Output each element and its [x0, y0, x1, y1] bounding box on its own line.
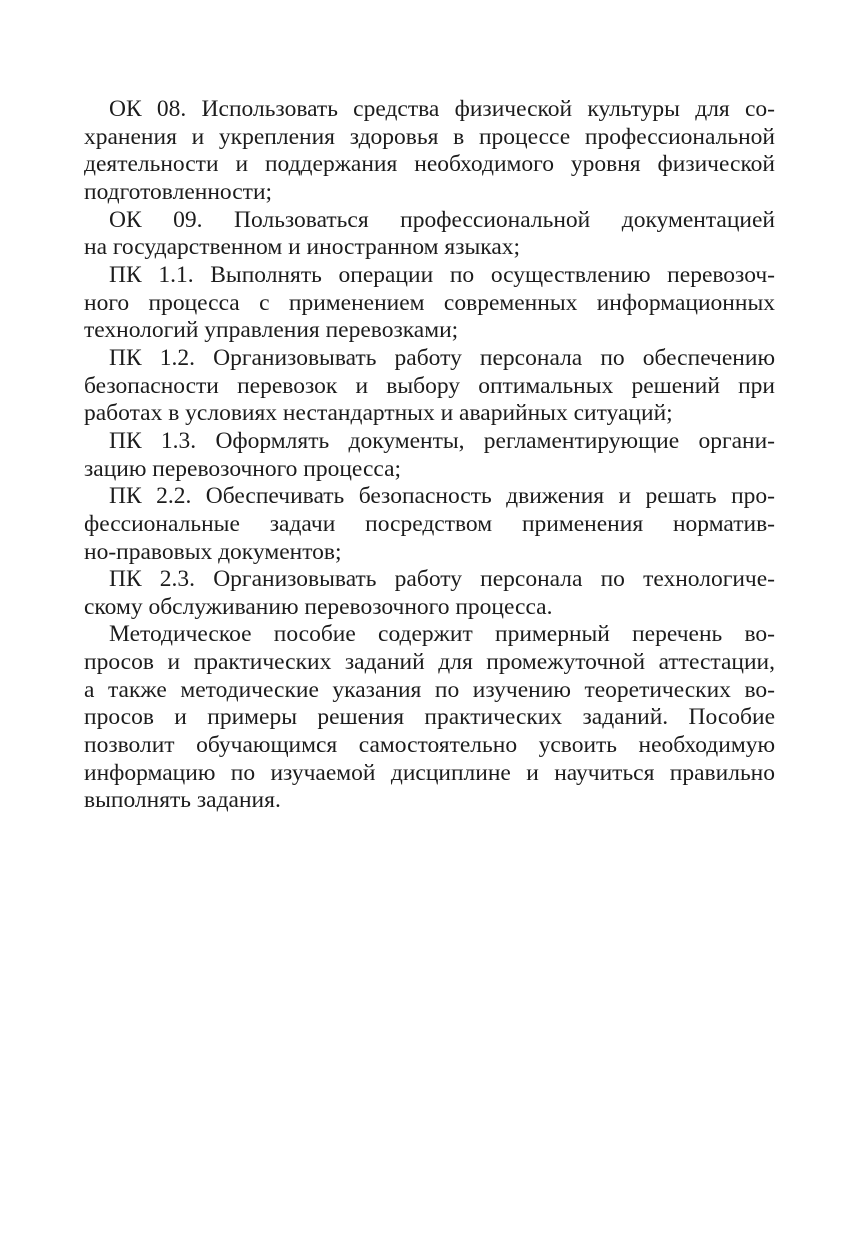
paragraph	[84, 566, 775, 621]
text-line: деятельности и поддержания необходимого уровня физической	[84, 151, 775, 178]
text-line: Методическое пособие содержит примерный перечень во-	[109, 621, 775, 648]
text-line: зацию перевозочного процесса;	[84, 455, 402, 482]
paragraph	[84, 345, 775, 428]
page-body-text	[84, 96, 775, 815]
text-line: ОК 08. Использовать средства физической культуры для со-	[109, 96, 775, 122]
paragraph	[84, 483, 775, 566]
text-line: ПК 1.3. Оформлять документы, регламентирующие органи-	[109, 427, 775, 454]
text-line: безопасности перевозок и выбору оптимальных решений при	[84, 372, 775, 399]
text-line: ПК 1.1. Выполнять операции по осуществлению перевозоч-	[109, 261, 775, 288]
text-line: ПК 2.3. Организовывать работу персонала по технологиче-	[109, 566, 775, 593]
text-line: просов и примеры решения практических заданий. Пособие	[84, 704, 775, 731]
paragraph	[84, 207, 775, 262]
paragraph	[84, 428, 775, 483]
text-line: а также методические указания по изучению теоретических во-	[84, 676, 775, 703]
text-line: скому обслуживанию перевозочного процесса.	[84, 593, 553, 620]
text-line: выполнять задания.	[84, 787, 281, 814]
text-line: но-правовых документов;	[84, 538, 342, 565]
text-line: хранения и укрепления здоровья в процессе профессиональной	[84, 123, 775, 150]
text-line: подготовленности;	[84, 178, 273, 205]
paragraph	[84, 621, 775, 815]
paragraph	[84, 262, 775, 345]
text-line: фессиональные задачи посредством применения норматив-	[84, 510, 775, 537]
text-line: просов и практических заданий для промежуточной аттестации,	[84, 649, 775, 676]
text-line: на государственном и иностранном языках;	[84, 234, 521, 261]
text-line: ПК 1.2. Организовывать работу персонала по обеспечению	[109, 344, 775, 371]
text-line: ПК 2.2. Обеспечивать безопасность движения и решать про-	[109, 483, 775, 510]
paragraph	[84, 96, 775, 207]
text-line: информацию по изучаемой дисциплине и научиться правильно	[84, 759, 775, 786]
text-line: позволит обучающимся самостоятельно усвоить необходимую	[84, 732, 775, 759]
text-line: работах в условиях нестандартных и аварийных ситуаций;	[84, 400, 673, 427]
text-line: ного процесса с применением современных информационных	[84, 289, 775, 316]
text-line: технологий управления перевозками;	[84, 317, 459, 344]
text-line: ОК 09. Пользоваться профессиональной документацией	[109, 206, 775, 233]
